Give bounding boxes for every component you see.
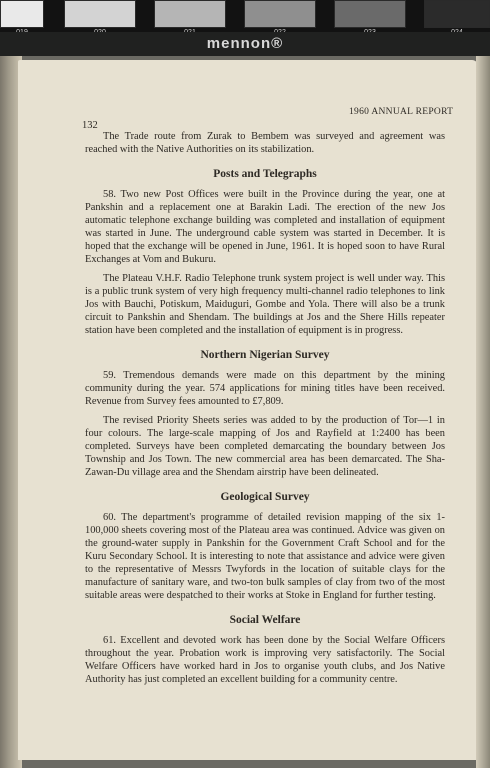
brand-logo: mennon® bbox=[206, 35, 284, 52]
intro-paragraph: The Trade route from Zurak to Bembem was surveyed and agreement was reached with the Native Authorities on its stabilization. bbox=[85, 131, 445, 155]
section-heading-geological: Geological Survey bbox=[220, 491, 310, 503]
paragraph-59: 59. Tremendous demands were made on this department by the mining community during the year. 574 applications for mining titles have been received. Revenue from Survey fees amounted to £7,809. bbox=[85, 370, 445, 407]
section-heading-posts: Posts and Telegraphs bbox=[213, 168, 317, 180]
paragraph-58: 58. Two new Post Offices were built in the Province during the year, one at Pankshin and a replacement one at Barakin Ladi. The erection of the new Jos automatic telephone exchange building was completed and installation of equipment was started in June. The underground cable system was started in December. It is hoped that the exchange will be opened in June, 1961. It is hoped soon to have Rural Exchanges at Vom and Bukuru. bbox=[85, 189, 445, 265]
swatch-024 bbox=[424, 0, 490, 28]
swatch-020 bbox=[64, 0, 136, 28]
section-heading-survey: Northern Nigerian Survey bbox=[200, 349, 330, 361]
swatch-019 bbox=[0, 0, 44, 28]
page-number: 132 bbox=[82, 120, 98, 131]
page-text bbox=[85, 130, 445, 692]
page-edge bbox=[476, 56, 490, 768]
running-head: 1960 ANNUAL REPORT bbox=[349, 107, 454, 117]
swatch-021 bbox=[154, 0, 226, 28]
color-calibration-strip bbox=[0, 0, 490, 36]
paragraph-60: 60. The department's programme of detailed revision mapping of the six 1-100,000 sheets covering most of the Plateau area was continued. Advice was given on the ground-water supply in Pankshin for the Government Craft School and for the Kuru Secondary School. It is interesting to note that assistance and advice were given to the representative of Messrs Twyfords in the location of suitable clays for the manufacture of sanitary ware, and two-ton bulk samples of clay from two of the most suitable areas were despatched to their works at Stoke in England for further testing. bbox=[85, 512, 445, 601]
paragraph-61: 61. Excellent and devoted work has been done by the Social Welfare Officers throughout the year. Probation work is improving very satisfactorily. The Social Welfare Officers have worked hard in Jos to organise youth clubs, and Jos Native Authority has just completed an excellent building for a community centre. bbox=[85, 635, 445, 685]
paragraph-vhf: The Plateau V.H.F. Radio Telephone trunk system project is well under way. This is a public trunk system of very high frequency multi-channel radio telephones to link Jos with Bauchi, Potiskum, Maiduguri, Gombe and Yola. There will also be a trunk circuit to Pankshin and Shendam. The buildings at Jos and the Shere Hills repeater station have been completed and the installation of equipment is in progress. bbox=[85, 273, 445, 336]
section-heading-welfare: Social Welfare bbox=[229, 614, 301, 626]
swatch-022 bbox=[244, 0, 316, 28]
paragraph-priority-sheets: The revised Priority Sheets series was added to by the production of Tor—1 in four colours. The large-scale mapping of Jos and Rayfield at 1:2400 has been completed. Surveys have been completed demarcating the boundary between Jos Township and Jos Town. The new commercial area has been demarcated. The Sha-Zawan-Du village area and the Shendam airstrip have been delineated. bbox=[85, 415, 445, 478]
swatch-023 bbox=[334, 0, 406, 28]
